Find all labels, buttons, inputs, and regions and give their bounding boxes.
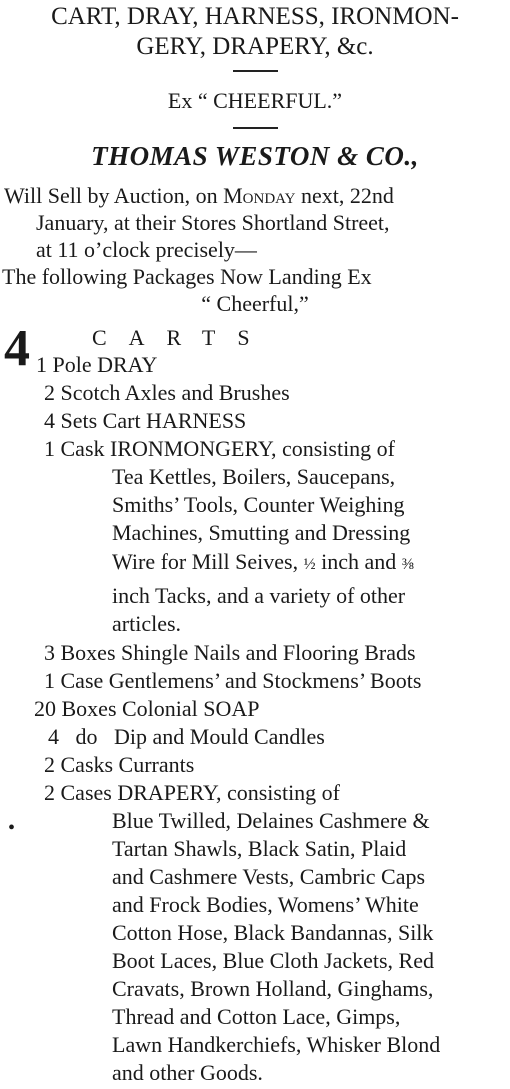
intro-line-5: “ Cheerful,” — [201, 291, 309, 316]
list-item: 4 Sets Cart HARNESS — [44, 408, 247, 433]
list-item-detail: Wire for Mill Seives, ½ inch and ⅜ — [112, 549, 414, 574]
list-item-detail: Machines, Smutting and Dressing — [112, 520, 411, 545]
headline-line-2: GERY, DRAPERY, &c. — [136, 33, 374, 60]
list-item-detail: and Cashmere Vests, Cambric Caps — [112, 864, 426, 889]
ship-name: Ex “ CHEERFUL.” — [167, 88, 343, 113]
list-item-detail: Cravats, Brown Holland, Ginghams, — [112, 976, 434, 1001]
list-item-detail: Boot Laces, Blue Cloth Jackets, Red — [112, 948, 434, 973]
carts-quantity: 4 — [4, 320, 30, 377]
carts-label: CARTS — [92, 325, 272, 350]
auctioneer-firm: THOMAS WESTON & CO., — [91, 141, 419, 171]
list-item: 20 Boxes Colonial SOAP — [34, 696, 260, 721]
intro-line-1: Will Sell by Auction, on Monday next, 22nd — [4, 183, 394, 208]
list-item: 1 Cask IRONMONGERY, consisting of — [44, 436, 396, 461]
list-item-detail: Lawn Handkerchiefs, Whisker Blond — [112, 1032, 441, 1057]
list-item: 4 do Dip and Mould Candles — [48, 724, 325, 749]
headline-line-1: CART, DRAY, HARNESS, IRONMON- — [51, 3, 459, 30]
list-item: 2 Scotch Axles and Brushes — [44, 380, 290, 405]
divider-rule — [233, 127, 278, 129]
list-item-detail: Tea Kettles, Boilers, Saucepans, — [112, 464, 396, 489]
intro-line-3: at 11 o’clock precisely— — [36, 237, 257, 262]
list-item: 2 Casks Currants — [44, 752, 195, 777]
list-item-detail: Thread and Cotton Lace, Gimps, — [112, 1004, 401, 1029]
list-item-detail: Smiths’ Tools, Counter Weighing — [112, 492, 405, 517]
list-item: 3 Boxes Shingle Nails and Flooring Brads — [44, 640, 416, 665]
intro-line-2: January, at their Stores Shortland Street, — [36, 210, 390, 235]
intro-line-4: The following Packages Now Landing Ex — [2, 264, 372, 289]
bullet-mark: • — [8, 817, 16, 839]
list-item: 1 Pole DRAY — [36, 352, 158, 377]
list-item: 2 Cases DRAPERY, consisting of — [44, 780, 341, 805]
list-item-detail: and other Goods. — [112, 1060, 263, 1085]
list-item-detail: inch Tacks, and a variety of other — [112, 583, 406, 608]
list-item: 1 Case Gentlemens’ and Stockmens’ Boots — [44, 668, 422, 693]
divider-rule — [233, 70, 278, 72]
list-item-detail: Blue Twilled, Delaines Cashmere & — [112, 808, 430, 833]
list-item-detail: articles. — [112, 611, 182, 636]
list-item-detail: and Frock Bodies, Womens’ White — [112, 892, 419, 917]
list-item-detail: Tartan Shawls, Black Satin, Plaid — [112, 836, 407, 861]
list-item-detail: Cotton Hose, Black Bandannas, Silk — [112, 920, 434, 945]
